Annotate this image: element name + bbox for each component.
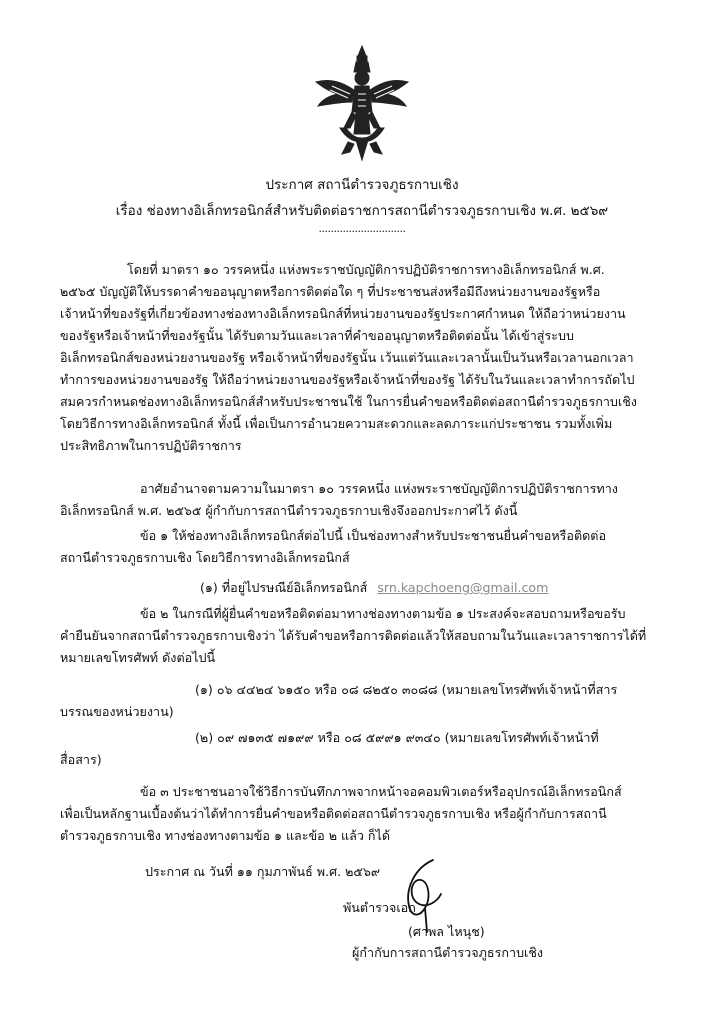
paragraph-line: เจ้าหน้าที่ของรัฐที่เกี่ยวข้องทางช่องทางอิเล็กทรอนิกส์ที่หน่วยงานของรัฐประกาศกำหนด ให้ถือว่าหน่วยงาน — [60, 306, 626, 321]
phone-item-1: (๑) ๐๖ ๔๔๒๔ ๖๑๕๐ หรือ ๐๘ ๘๒๕๐ ๓๐๘๘ (หมายเลขโทรศัพท์เจ้าหน้าที่สาร — [195, 682, 618, 697]
phone-item-2-cont: สื่อสาร) — [60, 752, 102, 767]
paragraph-line: ๒๕๖๕ บัญญัติให้บรรดาคำขออนุญาตหรือการติดต่อใด ๆ ที่ประชาชนส่งหรือมีถึงหน่วยงานของรัฐหรือ — [60, 284, 601, 299]
email-label: (๑) ที่อยู่ไปรษณีย์อิเล็กทรอนิกส์ — [200, 580, 368, 595]
paragraph-line: ของรัฐหรือเจ้าหน้าที่ของรัฐนั้น ได้รับตามวันและเวลาที่คำขออนุญาตหรือติดต่อนั้น ได้เข้าสู่ระบบ — [60, 328, 575, 343]
signer-rank: พันตำรวจเอก — [343, 900, 416, 915]
email-link[interactable]: srn.kapchoeng@gmail.com — [377, 580, 549, 595]
garuda-emblem-icon — [312, 42, 412, 162]
clause-1-line: ข้อ ๑ ให้ช่องทางอิเล็กทรอนิกส์ต่อไปนี้ เป็นช่องทางสำหรับประชาชนยื่นคำขอหรือติดต่อ — [140, 528, 607, 543]
signer-position: ผู้กำกับการสถานีตำรวจภูธรกาบเชิง — [352, 945, 544, 960]
paragraph-line: โดยที่ มาตรา ๑๐ วรรคหนึ่ง แห่งพระราชบัญญัติการปฏิบัติราชการทางอิเล็กทรอนิกส์ พ.ศ. — [127, 262, 605, 277]
clause-2-line: หมายเลขโทรศัพท์ ดังต่อไปนี้ — [60, 650, 216, 665]
phone-item-2: (๒) ๐๙ ๗๑๓๕ ๗๑๙๙ หรือ ๐๘ ๕๙๙๑ ๙๓๔๐ (หมายเลขโทรศัพท์เจ้าหน้าที่ — [195, 730, 599, 745]
clause-1-line: สถานีตำรวจภูธรกาบเชิง โดยวิธีการทางอิเล็กทรอนิกส์ — [60, 550, 350, 565]
signer-name: (ศาพล ไหนุช) — [408, 924, 485, 939]
divider-dots: ............................. — [318, 222, 406, 235]
announcement-title: ประกาศ สถานีตำรวจภูธรกาบเชิง — [265, 177, 459, 193]
paragraph-line: อิเล็กทรอนิกส์ พ.ศ. ๒๕๖๕ ผู้กำกับการสถานีตำรวจภูธรกาบเชิงจึงออกประกาศไว้ ดังนี้ — [60, 503, 518, 518]
phone-item-1-cont: บรรณของหน่วยงาน) — [60, 704, 174, 719]
announcement-subject: เรื่อง ช่องทางอิเล็กทรอนิกส์สำหรับติดต่อราชการสถานีตำรวจภูธรกาบเชิง พ.ศ. ๒๕๖๙ — [115, 203, 609, 219]
clause-3-line: เพื่อเป็นหลักฐานเบื้องต้นว่าได้ทำการยื่นคำขอหรือติดต่อสถานีตำรวจภูธรกาบเชิง หรือผู้กำกับการสถานี — [60, 806, 607, 821]
clause-2-line: ข้อ ๒ ในกรณีที่ผู้ยื่นคำขอหรือติดต่อมาทางช่องทางตามข้อ ๑ ประสงค์จะสอบถามหรือขอรับ — [140, 606, 626, 621]
clause-2-line: คำยืนยันจากสถานีตำรวจภูธรกาบเชิงว่า ได้รับคำขอหรือการติดต่อแล้วให้สอบถามในวันและเวลาราชการได้ที่ — [60, 628, 647, 643]
email-item — [200, 579, 548, 597]
paragraph-line: ทำการของหน่วยงานของรัฐ ให้ถือว่าหน่วยงานของรัฐหรือเจ้าหน้าที่ของรัฐ ได้รับในวันและเวลาทำการถัดไป — [60, 372, 635, 387]
announcement-date: ประกาศ ณ วันที่ ๑๑ กุมภาพันธ์ พ.ศ. ๒๕๖๙ — [145, 864, 381, 879]
paragraph-line: สมควรกำหนดช่องทางอิเล็กทรอนิกส์สำหรับประชาชนใช้ ในการยื่นคำขอหรือติดต่อสถานีตำรวจภูธรกาบเชิง — [60, 394, 637, 409]
paragraph-line: โดยวิธีการทางอิเล็กทรอนิกส์ ทั้งนี้ เพื่อเป็นการอำนวยความสะดวกและลดภาระแก่ประชาชน รวมทั้งเพิ่ม — [60, 416, 613, 431]
paragraph-line: อิเล็กทรอนิกส์ของหน่วยงานของรัฐ หรือเจ้าหน้าที่ของรัฐนั้น เว้นแต่วันและเวลานั้นเป็นวันหรือเวลานอกเวลา — [60, 350, 634, 365]
clause-3-line: ข้อ ๓ ประชาชนอาจใช้วิธีการบันทึกภาพจากหน้าจอคอมพิวเตอร์หรืออุปกรณ์อิเล็กทรอนิกส์ — [140, 784, 622, 799]
paragraph-line: ประสิทธิภาพในการปฏิบัติราชการ — [60, 438, 242, 453]
clause-3-line: ตำรวจภูธรกาบเชิง ทางช่องทางตามข้อ ๑ และข้อ ๒ แล้ว ก็ได้ — [60, 828, 391, 843]
paragraph-line: อาศัยอำนาจตามความในมาตรา ๑๐ วรรคหนึ่ง แห่งพระราชบัญญัติการปฏิบัติราชการทาง — [140, 481, 618, 496]
